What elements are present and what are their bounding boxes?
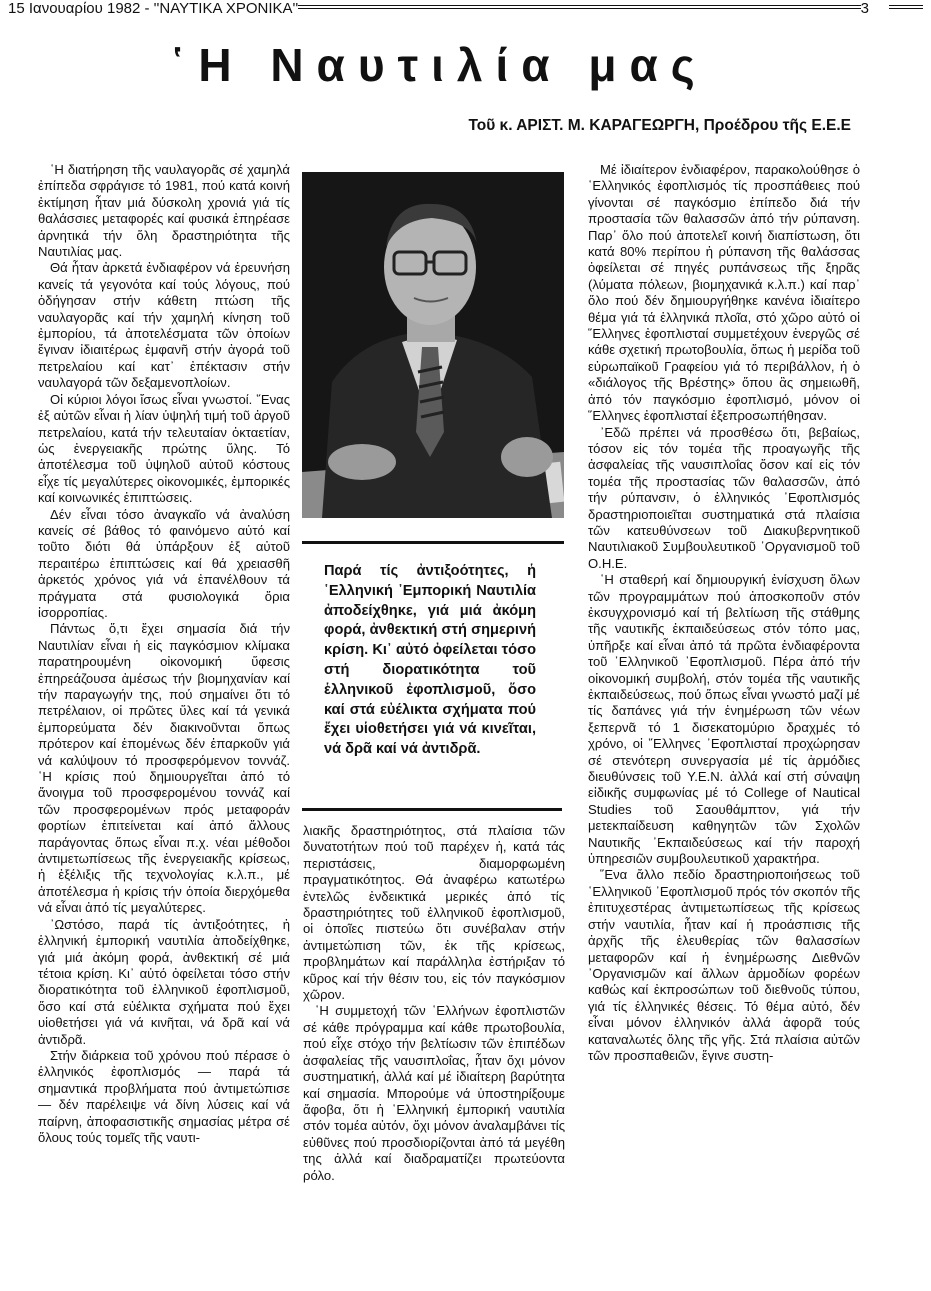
article-byline: Τοῦ κ. ΑΡΙΣΤ. Μ. ΚΑΡΑΓΕΩΡΓΗ, Προέδρου τῆς Ε.Ε.Ε (468, 117, 851, 134)
header-rule-right (889, 5, 923, 9)
article-title: ῾Η Ναυτιλία μας (170, 39, 708, 91)
paragraph: ῾Η συμμετοχή τῶν ῾Ελλήνων ἐφοπλιστῶν σέ κάθε πρόγραμμα καί κάθε πρωτοβουλία, πού εἶχε στόχο τήν βελτίωσιν τῶν ἐπιπέδων ἀσφαλείας τῆς ναυσιπλοΐας, ἦταν ὄχι μόνον συστηματική, ἀλλά καί μέ ἰδιαίτερη βαρύτητα καί σημασία. Μπορούμε νά ὑποστηρίξουμε ἄφοβα, ὅτι ἡ ῾Ελληνική ἐμπορική ναυτιλία στόν τομέα αὐτόν, ὄχι μόνον ἀναλαμβάνει τίς εὐθῦνες πού προσδιορίζονται ἀπό τά μεγέθη της ἀλλά καί διαδραματίζει πρωτεύοντα ρόλο. (303, 1003, 565, 1183)
paragraph: λιακῆς δραστηριότητος, στά πλαίσια τῶν δυνατοτήτων πού τοῦ παρέχεν ἡ, κατά τάς περιστάσεις, διαμορφωμένη πραγματικότητος. Θά ἀναφέρω κατωτέρω ἐντελῶς ἐνδεικτικά μερικές ἀπό τίς δραστηριότητες τοῦ ἑλληνικοῦ ἐφοπλισμοῦ, οἱ ὁποῖες πιστεύω ὅτι συνέβαλαν στήν ἀντιμετώπιση τῶν, ἐκ τῆς κρίσεως, προβλημάτων καί παράλληλα ἐστήριξαν τό κῦρος καί τήν θέσιν του, εἰς τόν παγκόσμιον χῶρον. (303, 823, 565, 1003)
page-number: 3 (860, 0, 869, 17)
paragraph: Οἱ κύριοι λόγοι ἴσως εἶναι γνωστοί. ῞Ενας ἐξ αὐτῶν εἶναι ἡ λίαν ὑψηλή τιμή τοῦ ἀργοῦ πετρελαίου, κατά τήν τελευταίαν ὀκταετίαν, ὡς ἐνεργειακῆς πρώτης ὕλης. Τό ἀποτέλεσμα τοῦ ὑψηλοῦ αὐτοῦ κόστους εἶχε τίς μεγαλύτερες οἰκονομικές, ἐμπορικές καί κοινωνικές ἐπιπτώσεις. (38, 391, 290, 506)
author-photo (302, 172, 564, 518)
paragraph: ῾Η σταθερή καί δημιουργική ἐνίσχυση ὅλων τῶν προγραμμάτων πού ἀποσκοποῦν στόν ἐκσυγχρονισμό καί τή βελτίωση τῆς στάθμης τῆς ναυτικῆς ἐκπαιδεύσεως στόν τόπο μας, ὑπῆρξε καί εἶναι ἀπό τά πρῶτα ἐνδιαφέροντα τοῦ ῾Ελληνικοῦ ᾿Εφοπλισμοῦ. Πέρα ἀπό τήν οἰκονομική συμβολή, στόν τομέα τῆς ναυτικῆς ἐκπαιδεύσεως, πού ὅπως εἶναι γνωστό μαζί μέ τίς δαπάνες γιά τήν ἐνημέρωση τῶν νέων ξεπερνᾶ τό 1 δισεκατομύριο δραχμές τό χρόνο, οἱ ῞Ελληνες ᾿Εφοπλισταί προχώρησαν σέ στενότερη συνεργασία μέ τίς ἁρμόδιες διευθύνσεις τοῦ Υ.Ε.Ν. ἀλλά καί στή σύναψη εἰδικῆς συμφωνίας μέ τό College of Nautical Studies τοῦ Σαουθάμπτον, γιά τήν μετεκπαίδευση καθηγητῶν τῶν Σχολῶν Ναυτικῆς ᾿Εκπαιδεύσεως καί τήν παροχή ὑπηρεσιῶν συμβουλευτικοῦ χαρακτήρα. (588, 572, 860, 867)
paragraph: ᾿Ωστόσο, παρά τίς ἀντιξοότητες, ἡ ἑλληνική ἐμπορική ναυτιλία ἀποδείχθηκε, γιά μιά ἀκόμη φορά, ἀνθεκτική σέ μιά τέτοια κρίση. Κι᾿ αὐτό ὀφείλεται τόσο στήν διορατικότητα τοῦ ἑλληνικοῦ ἐφοπλισμοῦ, ὅσο καί στά εὐέλικτα σχήματα πού ἔχει υἱοθετήσει γιά νά κινῆται, νά δρᾶ καί νά ἀντιδρᾶ. (38, 916, 290, 1047)
page-header (8, 0, 923, 20)
column-1 (38, 162, 290, 1146)
pull-quote: Παρά τίς ἀντιξοότητες, ἡ ῾Ελληνική ᾿Εμπορική Ναυτιλία ἀποδείχθηκε, γιά μιά ἀκόμη φορά, ἀνθεκτική στή σημερινή κρίση. Κι᾿ αὐτό ὀφείλεται τόσο στή διορατικότητα τοῦ ἑλληνικοῦ ἐφοπλισμοῦ, ὅσο καί στά εὐέλικτα σχήματα πού ἔχει υἱοθετήσει γιά νά κινεῖται, νά δρᾶ καί νά ἀντιδρᾶ. (324, 563, 536, 758)
column-2 (303, 823, 565, 1184)
paragraph: Στήν διάρκεια τοῦ χρόνου πού πέρασε ὁ ἑλληνικός ἐφοπλισμός — παρά τά σημαντικά προβλήματα πού ἀντιμετώπισε — δέν παρέλειψε νά δίνη λύσεις καί νά παίρνη, ἀποφασιστικῆς σημασίας μέτρα σέ ὅλους τούς τομεῖς τῆς ναυτι- (38, 1047, 290, 1145)
paragraph: ῞Ενα ἄλλο πεδίο δραστηριοποιήσεως τοῦ ῾Ελληνικοῦ ᾿Εφοπλισμοῦ πρός τόν σκοπόν τῆς ἐπιτυχεστέρας ἀντιμετωπίσεως τῆς κρίσεως στήν ναυτιλία, ἦταν καί ἡ προάσπισις τῆς ἀρχῆς τῆς ἐλευθερίας τῶν θαλασσίων μεταφορῶν καί ἡ ἐνημέρωσης Διεθνῶν ᾿Οργανισμῶν καί ἄλλων ἁρμοδίων φορέων καθώς καί ἐκπροσώπων τοῦ διεθνοῦς τύπου, γιά τίς ἑλληνικές θέσεις. Τό θέμα αὐτό, δέν εἶναι μόνον ἑλληνικόν ἀλλά ἀφορᾶ τούς καταναλωτές ὅλης τῆς γῆς. Στά πλαίσια αὐτῶν τῶν προσπαθειῶν, ἔγινε συστη- (588, 867, 860, 1063)
paragraph: Πάντως ὅ,τι ἔχει σημασία διά τήν Ναυτιλίαν εἶναι ἡ εἰς παγκόσμιον κλίμακα παρατηρουμένη οἰκονομική ὕφεσις ἐπηρεάζουσα ἀμέσως τήν βιομηχανίαν καί τήν παραγωγήν της, πού σημαίνει ὅτι τό πετρέλαιον, οἱ πρῶτες ὕλες καί τά γενικά ἐμπορεύματα δέν διακινοῦνται ὅπως πρότερον καί ἑπομένως δέν ἐπαρκοῦν γιά νά καλύψουν τό προσφερόμενον τοννάζ. ῾Η κρίσις πού δημιουργεῖται ἀπό τό ἄνοιγμα τοῦ προσφερομένου τοννάζ καί τῶν προσφερομένων πρός μεταφοράν φορτίων ἐπιτείνεται καί ἀπό ἄλλους παράγοντας ὅπως εἶναι π.χ. νέαι μέθοδοι ἀντιμετωπίσεως τῆς ἐνεργειακῆς κρίσεως, ἡ ἐξέλιξις τῆς τεχνολογίας κ.λ.π., μέ ἀποτέλεσμα ἡ κρίσις τήν ὁποία διερχόμεθα νά εἶναι ἀπό τίς μεγαλύτερες. (38, 621, 290, 916)
paragraph: Θά ἦταν ἀρκετά ἐνδιαφέρον νά ἐρευνήση κανείς τά γεγονότα καί τούς λόγους, πού ὁδήγησαν στήν κάθετη πτώση τῆς ναυλαγορᾶς καί τήν χαμηλή κίνηση τοῦ ἐμπορίου, τά ἀποτελέσματα τῶν ὁποίων ἔγιναν ἰδιαιτέρως ἐμφανῆ στήν ἀγορά τοῦ πετρελαίου καί κατ᾿ ἐπέκτασιν στήν ναυλαγορά τῶν δεξαμενοπλοίων. (38, 260, 290, 391)
column-3 (588, 162, 860, 1064)
paragraph: Δέν εἶναι τόσο ἀναγκαῖο νά ἀναλύση κανείς σέ βάθος τό φαινόμενο αὐτό καί τοῦτο διότι θά ὑπάρξουν ἐξ αὐτοῦ περαιτέρω ἐπιπτώσεις καί θά χρειασθῆ ἀρκετός χρόνος γιά νά ἐπανέλθουν τά πράγματα στά φυσιολογικά ὅρια ἰσορροπίας. (38, 506, 290, 620)
header-rule (298, 5, 861, 9)
paragraph: Μέ ἰδιαίτερον ἐνδιαφέρον, παρακολούθησε ὁ ῾Ελληνικός ἐφοπλισμός τίς προσπάθειες πού γίνονται σέ παγκόσμιο ἐπίπεδο διά τήν προστασία τῶν θαλασσῶν ἀπό τήν ρύπανση. Παρ᾿ ὅλο πού ἀποτελεῖ κοινή διαπίστωση, ὅτι κατά 80% περίπου ἡ ρύπανση τῆς θαλάσσας ὀφείλεται σέ πηγές ρυπάνσεως τῆς ξηρᾶς (λύματα πόλεων, βιομηχανικά κ.λ.π.) καί παρ᾿ ὅλο πού δέν δημιουργήθηκε κανένα ἰδιαίτερο θέμα γιά τά ἑλληνικά πλοῖα, στό χῶρο αὐτό οἱ ῞Ελληνες ἐφοπλισταί συμμετέχουν ἐνεργῶς σέ κάθε σχετική πρωτοβουλία, ὅπως ἡ μερίδα τοῦ εὐρωπαϊκοῦ Γραφείου γιά τό περιβάλλον, ἡ ὁ «διάλογος τῆς Βρέστης» ὅπου ἂς σημειωθῆ, ἀπό τόν παγκόσμιο ἐφοπλισμό, μόνον οἱ ῞Ελληνες ἐφοπλισταί ἐξεπροσωπήθησαν. (588, 162, 860, 424)
pull-quote-top-rule (302, 541, 564, 544)
paragraph: ᾿Εδῶ πρέπει νά προσθέσω ὅτι, βεβαίως, τόσον εἰς τόν τομέα τῆς προαγωγῆς τῆς ἀσφαλείας τῆς ναυσιπλοΐας ὅσον καί εἰς τόν τομέα τῆς προστασίας τῶν θαλασσῶν, ἀπό τήν ρύπανσιν, ὁ ἑλληνικός ᾿Εφοπλισμός δραστηριοποιεῖται συστηματικά στά πλαίσια τῶν κατευθύνσεων τοῦ Διακυβερνητικοῦ Ναυτιλιακοῦ Συμβουλευτικοῦ ᾿Οργανισμοῦ τοῦ Ο.Η.Ε. (588, 424, 860, 571)
publication-date-line: 15 Ιανουαρίου 1982 - ''ΝΑΥΤΙΚΑ ΧΡΟΝΙΚΑ'' (8, 0, 299, 17)
paragraph: ῾Η διατήρηση τῆς ναυλαγορᾶς σέ χαμηλά ἐπίπεδα σφράγισε τό 1981, πού κατά κοινή ἐκτίμηση ἦταν μιά δύσκολη χρονιά γιά τίς θαλάσσιες μεταφορές καί φυσικά ἐπηρέασε ἀρνητικά τήν ὅλη δραστηριότητα τῆς Ναυτιλίας μας. (38, 162, 290, 260)
